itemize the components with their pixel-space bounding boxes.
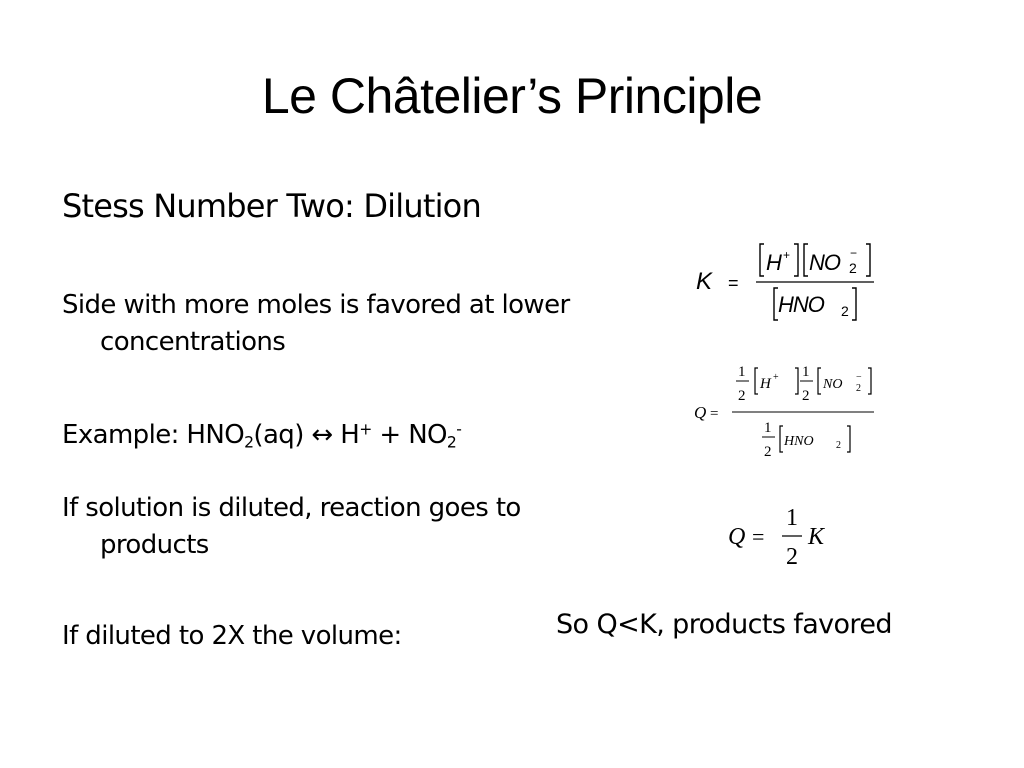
eq2-num-no: NO: [823, 377, 843, 392]
eq2-num-no-sub: 2: [856, 383, 861, 394]
equation-k-svg: [690, 232, 890, 327]
reaction-prefix: Example: HNO: [62, 420, 245, 450]
eq2-num-one-b: 1: [802, 364, 810, 380]
eq1-num-no-sub: 2: [849, 260, 857, 276]
eq2-den-sub: 2: [836, 440, 841, 451]
eq2-num-one-a: 1: [738, 364, 746, 380]
reaction-mid-2: + NO: [371, 420, 447, 450]
eq1-den-sub: 2: [841, 303, 849, 319]
eq1-num-no: NO: [809, 250, 840, 275]
eq2-equals: =: [710, 406, 719, 422]
equation-q-half-k-svg: [722, 498, 842, 573]
eq3-equals: =: [752, 524, 765, 549]
eq3-one: 1: [786, 505, 798, 531]
reaction-sub-2: 2: [446, 433, 457, 452]
eq2-num-no-sup: −: [856, 372, 862, 383]
equation-q-svg: [688, 356, 888, 471]
bullet-diluted-2x: If diluted to 2X the volume:: [62, 621, 402, 651]
eq2-den-two: 2: [764, 444, 772, 460]
conclusion-text: So Q<K, products favored: [556, 609, 892, 640]
slide-title: Le Châtelier’s Principle: [261, 68, 763, 124]
eq2-num-h-sup: +: [773, 372, 779, 383]
reaction-sup-1: +: [359, 420, 372, 439]
eq1-equals: =: [728, 273, 739, 293]
eq1-num-h: H: [766, 250, 782, 275]
reaction-sup-2: -: [456, 420, 462, 439]
eq2-den: HNO: [784, 434, 814, 449]
eq2-lhs: Q: [694, 403, 707, 422]
equation-q: [688, 356, 888, 471]
reaction-mid: (aq) ↔ H: [253, 420, 360, 450]
eq2-den-one: 1: [764, 420, 772, 436]
bullet-example-reaction: [62, 417, 602, 454]
eq2-num-h: H: [760, 376, 771, 392]
eq3-rhs: K: [808, 524, 825, 550]
eq1-num-no-sup: −: [850, 246, 858, 260]
slide-heading: Stess Number Two: Dilution: [62, 187, 481, 225]
eq2-num-two-a: 2: [738, 388, 746, 404]
eq3-lhs: Q: [728, 524, 746, 550]
reaction-sub-1: 2: [244, 433, 254, 452]
equation-k: [690, 232, 890, 327]
eq2-num-two-b: 2: [802, 388, 810, 404]
bullet-diluted: If solution is diluted, reaction goes to products: [62, 493, 521, 560]
eq1-lhs: K: [696, 268, 713, 295]
bullet-more-moles: Side with more moles is favored at lower concentrations: [62, 290, 570, 357]
eq3-two: 2: [786, 544, 798, 570]
eq1-num-h-sup: +: [783, 248, 791, 262]
eq1-den: HNO: [778, 292, 824, 317]
equation-q-half-k: [722, 498, 842, 573]
